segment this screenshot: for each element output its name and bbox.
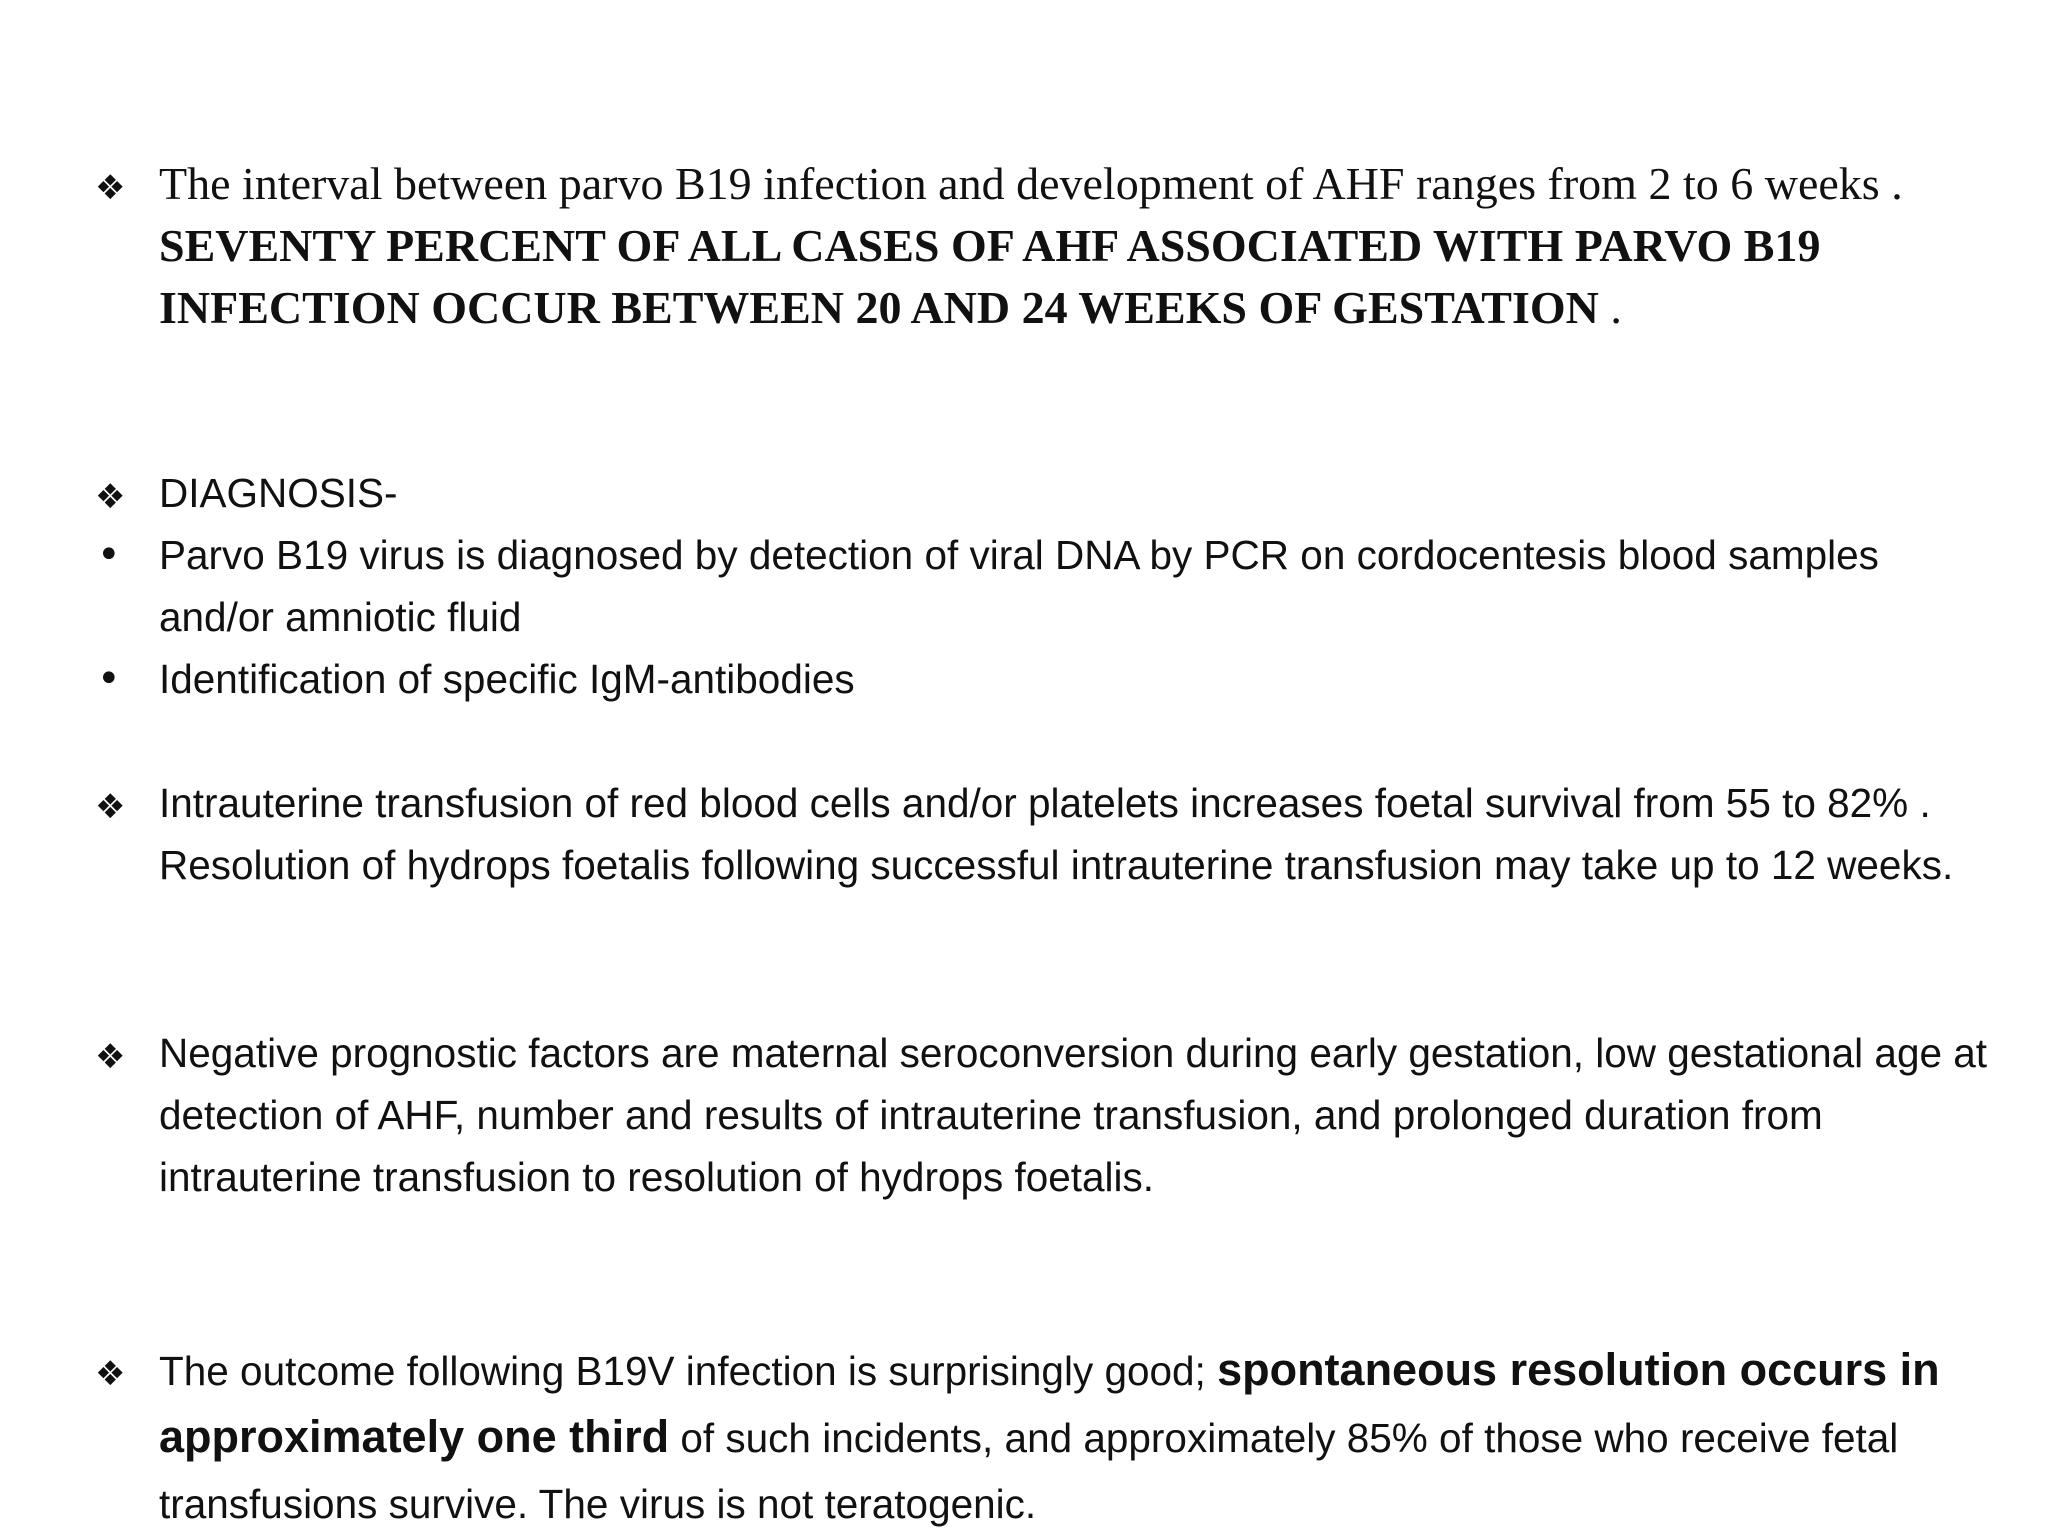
diamond-bullet-icon: ❖ xyxy=(95,1354,126,1394)
diagnosis-subitem-text: Identification of specific IgM-antibodies xyxy=(159,656,855,702)
bullet-outcome-text xyxy=(159,1337,1989,1536)
diamond-bullet-icon: ❖ xyxy=(95,477,126,517)
diagnosis-subitem-text: Parvo B19 virus is diagnosed by detection of viral DNA by PCR on cordocentesis blood samples and/or amniotic fluid xyxy=(159,532,1879,640)
diagnosis-heading: DIAGNOSIS- xyxy=(159,470,398,516)
bullet-outcome-tail: of such incidents, and approximately 85% of those who receive fetal transfusions survive. The virus is not teratogenic. xyxy=(159,1415,1899,1527)
bullet-interval-bold: SEVENTY PERCENT OF ALL CASES OF AHF ASSOCIATED WITH PARVO B19 INFECTION OCCUR BETWEEN 20 AND 24 WEEKS OF GESTATION xyxy=(159,220,1821,333)
bullet-interval-normal: The interval between parvo B19 infection and development of AHF ranges from 2 to 6 weeks . xyxy=(159,158,1903,209)
diagnosis-subitem xyxy=(95,524,1995,648)
bullet-prognostic xyxy=(95,1022,1995,1208)
diamond-bullet-icon: ❖ xyxy=(95,1037,126,1077)
bullet-transfusion xyxy=(95,772,1995,896)
bullet-interval xyxy=(95,153,1995,339)
bullet-outcome-bold: spontaneous resolution occurs in approximately one third xyxy=(159,1344,1940,1462)
bullet-outcome xyxy=(95,1337,1995,1536)
diamond-bullet-icon: ❖ xyxy=(95,787,126,827)
diagnosis-heading-item xyxy=(95,462,1995,524)
diamond-bullet-icon: ❖ xyxy=(95,168,126,208)
bullet-interval-tail: . xyxy=(1598,282,1622,333)
bullet-prognostic-text: Negative prognostic factors are maternal seroconversion during early gestation, low gestational age at detection of AHF, number and results of intrauterine transfusion, and prolonged duration from intrauterine transfusion to resolution of hydrops foetalis. xyxy=(159,1030,1988,1200)
round-bullet-icon: • xyxy=(97,656,121,702)
bullet-interval-text xyxy=(159,153,1989,339)
round-bullet-icon: • xyxy=(97,532,121,578)
diagnosis-subitem xyxy=(95,648,1995,710)
bullet-outcome-normal: The outcome following B19V infection is surprisingly good; xyxy=(159,1348,1218,1394)
bullet-transfusion-text: Intrauterine transfusion of red blood cells and/or platelets increases foetal survival from 55 to 82% . Resolution of hydrops foetalis following successful intrauterine transfusion may take up to 12 weeks. xyxy=(159,780,1954,888)
